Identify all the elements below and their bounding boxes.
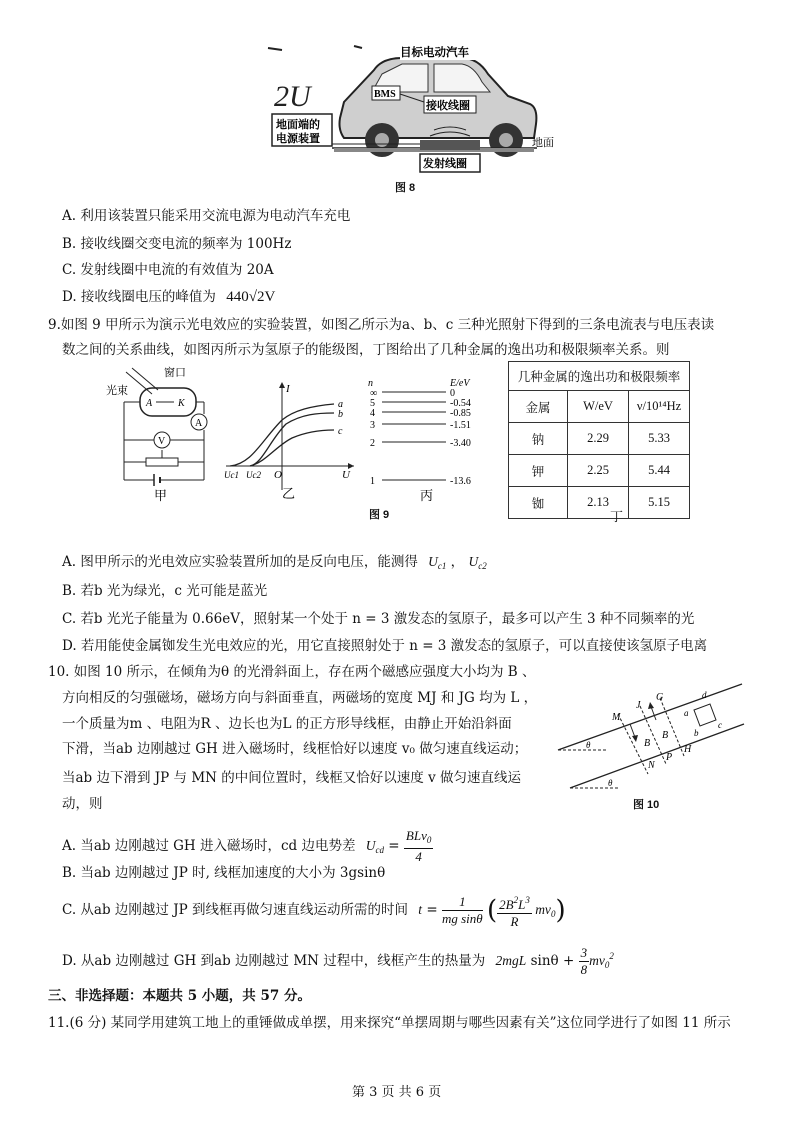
q10-stem-6: 动，则 (62, 796, 103, 812)
energy-level-value: -0.54 (450, 398, 471, 409)
incline-bottom (570, 724, 744, 788)
svg-text:b: b (694, 728, 699, 738)
svg-text:d: d (702, 690, 707, 700)
figure-8-caption: 图 8 (395, 182, 416, 194)
svg-text:a: a (338, 399, 343, 410)
curve-c (250, 430, 334, 466)
svg-text:c: c (718, 720, 722, 730)
q10-option-d: D. 从ab 边刚越过 GH 到ab 边刚越过 MN 过程中，线框产生的热量为 2mgL sinθ + $\frac{3}{8}$ $mv_0^2$ (62, 945, 614, 977)
energy-level-value: -1.51 (450, 420, 471, 431)
table-cell: 2.13 (568, 487, 629, 519)
table-cell: 铷 (509, 487, 568, 519)
q9-stem-2: 数之间的关系曲线，如图丙所示为氢原子的能级图，丁图给出了几种金属的逸出功和极限频率关系。则 (62, 342, 670, 358)
q9-option-b: B. 若b 光为绿光，c 光可能是蓝光 (62, 583, 268, 599)
q10-stem-5: 当ab 边下滑到 JP 与 MN 的中间位置时，线框又恰好以速度 v 做匀速直线运 (62, 770, 521, 786)
energy-level-n: 4 (370, 408, 375, 419)
energy-level-n: ∞ (370, 388, 378, 399)
svg-text:N: N (648, 760, 655, 771)
car-charging-diagram (262, 40, 562, 178)
figure-10-caption: 图 10 (633, 799, 660, 811)
svg-text:A: A (195, 418, 203, 429)
label-jia: 甲 (154, 488, 168, 502)
q9-option-a: A. 图甲所示的光电效应实验装置所加的是反向电压，能测得 $U_{c1}$ ， $U_{c2}$ (62, 554, 487, 571)
metal-table (508, 361, 690, 519)
table-row (509, 455, 690, 487)
figure-8 (262, 40, 562, 178)
svg-text:A: A (146, 398, 153, 409)
table-header: W/eV (568, 391, 629, 423)
label-yi: 乙 (282, 486, 296, 501)
table-title: 几种金属的逸出功和极限频率 (509, 362, 690, 391)
label-uc2: Uc2 (246, 470, 261, 480)
label-guangshu: 光束 (106, 385, 128, 397)
q8-option-d-value: 440√2V (226, 289, 276, 305)
ground-label: 地面 (532, 137, 554, 149)
table-cell: 2.29 (568, 423, 629, 455)
label-chuangkou: 窗口 (164, 367, 186, 379)
q10-stem-2: 方向相反的匀强磁场，磁场方向与斜面垂直，两磁场的宽度 MJ 和 JG 均为 L ， (62, 690, 538, 706)
metal-table-box (508, 361, 690, 519)
figure-9-caption: 图 9 (369, 509, 390, 521)
q8-option-d-text: D. 接收线圈电压的峰值为 (62, 289, 216, 305)
figure-9-bing (366, 376, 506, 504)
power-label-1: 地面端的 (276, 119, 320, 131)
q10-stem-3: 一个质量为m 、电阻为R 、边长也为L 的正方形导线框，由静止开始沿斜面 (62, 716, 512, 732)
q8-option-a: A. 利用该装置只能采用交流电源为电动汽车充电 (62, 208, 351, 224)
table-cell: 钾 (509, 455, 568, 487)
table-header: 金属 (509, 391, 568, 423)
svg-text:K: K (178, 398, 185, 409)
q10-option-c: C. 从ab 边刚越过 JP 到线框再做匀速直线运动所需的时间 t = $\frac{1}{\text{mg sinθ}}$ ( $\frac{2B^2L^3}{R}$ $mv_0$) (62, 888, 566, 932)
energy-level-value: -0.85 (450, 408, 471, 419)
q10-option-b: B. 当ab 边刚越过 JP 时, 线框加速度的大小为 3gsinθ (62, 865, 386, 881)
car-label: 目标电动汽车 (400, 47, 469, 59)
q8-option-c: C. 发射线圈中电流的有效值为 20A (62, 262, 274, 278)
rheostat (146, 458, 178, 466)
wire-frame (694, 704, 716, 726)
transmitter-label: 发射线圈 (423, 158, 467, 170)
energy-level-n: 3 (370, 420, 375, 431)
table-row (509, 487, 690, 519)
q10-stem-4: 下滑，当ab 边刚越过 GH 进入磁场时，线框恰好以速度 v₀ 做匀速直线运动； (62, 741, 528, 757)
svg-text:B: B (662, 730, 669, 741)
energy-level-n: 1 (370, 476, 375, 487)
energy-level-value: -13.6 (450, 476, 471, 487)
axis-I: I (286, 383, 290, 395)
svg-text:H: H (684, 744, 692, 755)
figure-10 (556, 682, 746, 792)
axis-U: U (342, 469, 350, 481)
table-header: ν/10¹⁴Hz (629, 391, 690, 423)
label-uc1: Uc1 (224, 470, 239, 480)
energy-level-value: 0 (450, 388, 455, 399)
svg-text:θ: θ (608, 778, 613, 788)
label-n: n (368, 378, 373, 389)
energy-level-value: -3.40 (450, 438, 471, 449)
svg-text:b: b (338, 409, 343, 420)
q8-option-d (62, 288, 275, 306)
svg-text:θ: θ (586, 740, 591, 750)
q10-stem-1: 10. 如图 10 所示，在倾角为θ 的光滑斜面上，存在两个磁感应强度大小均为 B 、 (48, 664, 536, 680)
table-cell: 2.25 (568, 455, 629, 487)
q9-option-c: C. 若b 光光子能量为 0.66eV，照射某一个处于 n = 3 激发态的氢原子，最多可以产生 3 种不同频率的光 (62, 611, 695, 627)
q8-option-b: B. 接收线圈交变电流的频率为 100Hz (62, 236, 292, 252)
q9-stem-1: 9.如图 9 甲所示为演示光电效应的实验装置，如图乙所示为a、b、c 三种光照射下得到的三条电流表与电压表读 (48, 317, 715, 333)
svg-text:c: c (338, 426, 343, 437)
curve-b (250, 413, 334, 466)
table-cell: 5.15 (629, 487, 690, 519)
receiver-label: 接收线圈 (426, 100, 470, 112)
bms-label: BMS (374, 89, 396, 100)
table-cell: 5.44 (629, 455, 690, 487)
label-ding: 丁 (610, 510, 624, 525)
svg-text:V: V (158, 436, 166, 447)
table-row (509, 423, 690, 455)
page-footer: 第 3 页 共 6 页 (352, 1085, 442, 1100)
table-cell: 钠 (509, 423, 568, 455)
svg-text:P: P (666, 752, 673, 763)
svg-text:G: G (656, 692, 664, 703)
svg-text:a: a (684, 708, 689, 718)
power-label-2: 电源装置 (276, 133, 320, 145)
axis-O: O (274, 469, 282, 481)
q10-option-a: A. 当ab 边刚越过 GH 进入磁场时，cd 边电势差 $U_{cd}$ = $\frac{BLv_0}{4}$ (62, 828, 432, 864)
svg-text:J: J (636, 700, 641, 711)
figure-9-jia (104, 362, 222, 502)
energy-level-n: 2 (370, 438, 375, 449)
svg-text:B: B (644, 738, 651, 749)
section-3-heading: 三、非选择题：本题共 5 小题，共 57 分。 (48, 988, 311, 1004)
q11-stem: 11.(6 分) 某同学用建筑工地上的重锤做成单摆，用来探究“单摆周期与哪些因素有关”这位同学进行了如图 11 所示 (48, 1015, 731, 1031)
figure-9-yi (222, 380, 358, 504)
table-cell: 5.33 (629, 423, 690, 455)
label-E: E/eV (450, 378, 470, 389)
energy-level-n: 5 (370, 398, 375, 409)
label-bing: 丙 (420, 488, 434, 503)
handwriting-mark: 2U (274, 80, 311, 113)
q9-option-d: D. 若用能使金属铷发生光电效应的光，用它直接照射处于 n = 3 激发态的氢原子，可以直接使该氢原子电离 (62, 638, 708, 654)
svg-text:M: M (612, 712, 621, 723)
